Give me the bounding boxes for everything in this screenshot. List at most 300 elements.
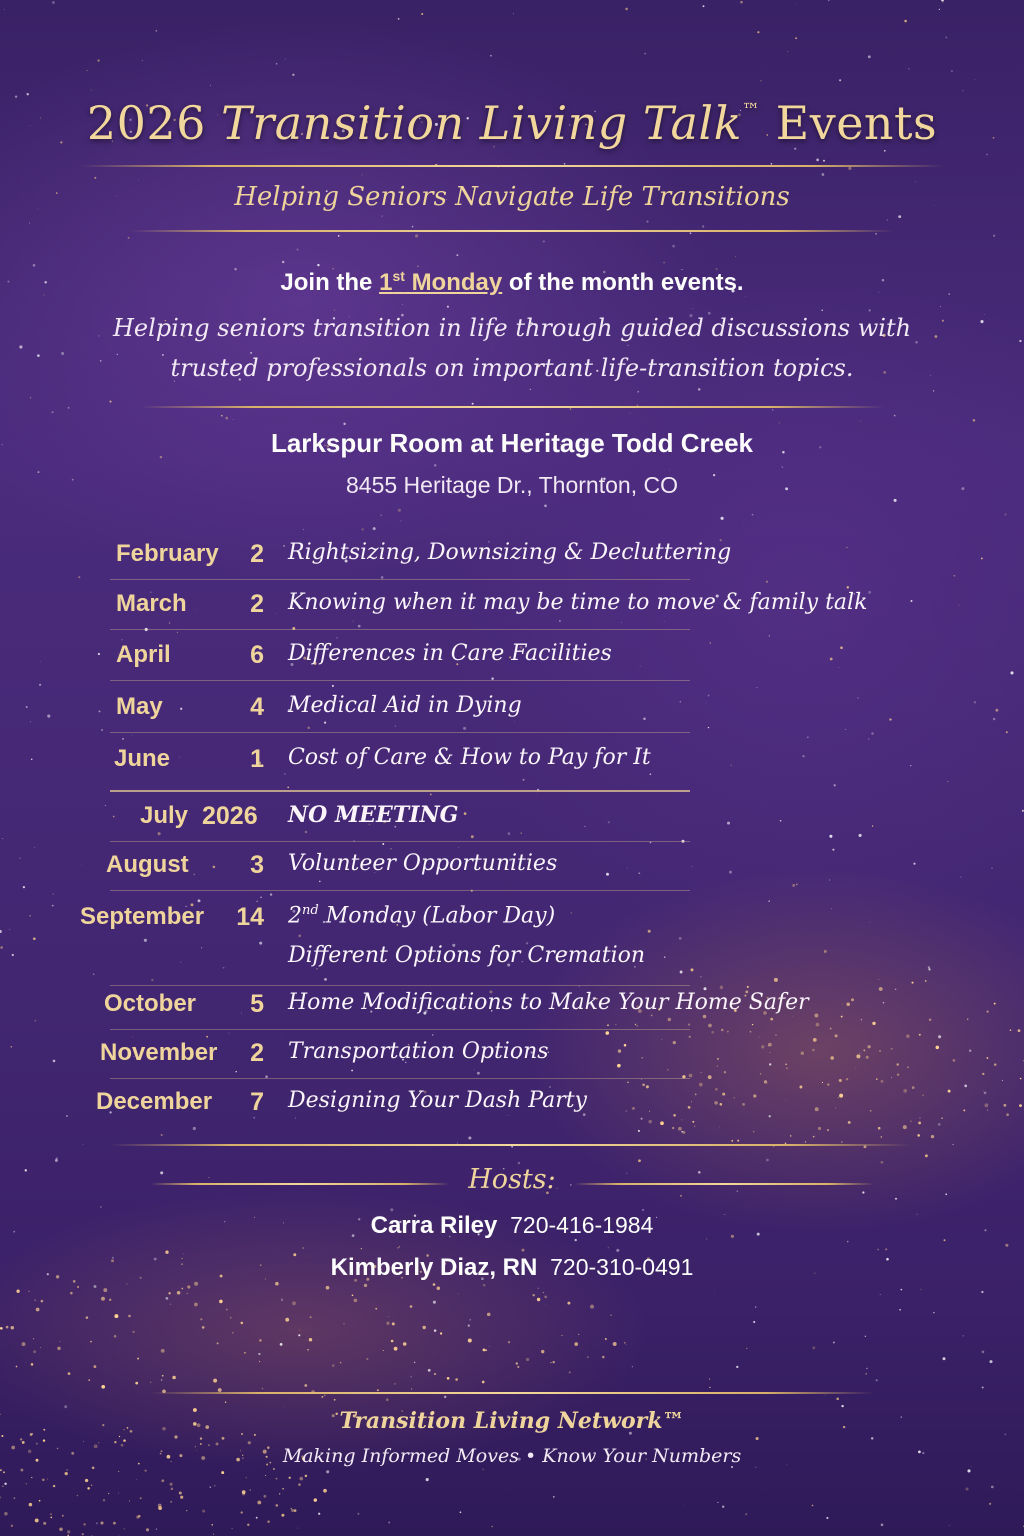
star [101, 1297, 105, 1301]
star [83, 1441, 84, 1442]
star [868, 55, 871, 58]
star [860, 421, 861, 422]
star [767, 1083, 768, 1084]
star [298, 1483, 301, 1486]
star [543, 1292, 544, 1293]
star [281, 1298, 282, 1299]
star [202, 1510, 205, 1513]
star [109, 1299, 111, 1301]
star [67, 1530, 70, 1533]
star [1004, 514, 1006, 516]
star [194, 1303, 198, 1307]
star [906, 1035, 909, 1038]
star [171, 1488, 174, 1491]
star [177, 632, 178, 633]
star [489, 1346, 490, 1347]
star [222, 1437, 225, 1440]
star [287, 787, 289, 789]
star [27, 93, 29, 95]
star [973, 419, 976, 422]
star [774, 978, 778, 982]
star [816, 159, 819, 162]
star [833, 1342, 835, 1344]
star [394, 1347, 398, 1351]
star [194, 1282, 198, 1286]
star [132, 1331, 134, 1333]
event-day: 7 [250, 1088, 264, 1116]
star [93, 1285, 96, 1288]
star [262, 1388, 264, 1390]
schedule-row-divider [110, 629, 690, 630]
host-2: Kimberly Diaz, RN 720-310-0491 [330, 1254, 694, 1281]
star [364, 1284, 367, 1287]
star [911, 982, 913, 984]
star [871, 1437, 873, 1439]
star [202, 1326, 205, 1329]
star [415, 234, 418, 237]
star [397, 1247, 399, 1249]
star [433, 1283, 436, 1286]
star [928, 966, 930, 968]
star [302, 1247, 304, 1249]
star [839, 79, 841, 81]
star [876, 1379, 878, 1381]
star [65, 1472, 68, 1475]
star [20, 1469, 23, 1472]
star [118, 1471, 119, 1472]
star [103, 1499, 105, 1501]
event-month: August [106, 851, 189, 878]
star [12, 954, 14, 956]
star [94, 177, 96, 179]
star [186, 1510, 187, 1511]
star [246, 1477, 247, 1478]
star [756, 687, 757, 688]
star [129, 1500, 130, 1501]
star [170, 1304, 171, 1305]
star [324, 1395, 325, 1396]
schedule-row [0, 540, 1024, 580]
star [432, 1034, 434, 1036]
star [458, 1293, 459, 1294]
star [292, 74, 294, 76]
star [57, 1347, 60, 1350]
star [544, 1296, 547, 1299]
star [294, 1509, 297, 1512]
star [0, 946, 3, 949]
star [868, 738, 870, 740]
star [434, 1329, 437, 1332]
star [297, 249, 299, 251]
star [22, 1441, 25, 1444]
star [150, 1382, 151, 1383]
star [672, 245, 675, 248]
star [975, 79, 976, 80]
subtitle: Helping Seniors Navigate Life Transitions [234, 182, 790, 212]
star [179, 1492, 182, 1495]
star [769, 635, 770, 636]
star [390, 1208, 393, 1211]
star [282, 1488, 284, 1490]
star [847, 586, 849, 588]
star [187, 1285, 190, 1288]
star [881, 1524, 884, 1527]
star [83, 1144, 84, 1145]
star [411, 1388, 412, 1389]
star [779, 422, 780, 423]
star [140, 1497, 142, 1499]
star [273, 1468, 275, 1470]
event-day: 6 [250, 641, 264, 669]
star [720, 986, 723, 989]
star [258, 1353, 260, 1355]
star [4, 9, 5, 10]
star [787, 51, 788, 52]
star [280, 1343, 283, 1346]
star [483, 1348, 486, 1351]
star [567, 1302, 570, 1305]
star [690, 232, 692, 234]
star [122, 738, 124, 740]
star [482, 1381, 485, 1384]
star [373, 527, 376, 530]
star [291, 1508, 292, 1509]
star [423, 1326, 426, 1329]
star [86, 70, 87, 71]
star [642, 1084, 645, 1087]
star [388, 1316, 389, 1317]
star [39, 1500, 41, 1502]
star [925, 1154, 928, 1157]
star [562, 1335, 563, 1336]
star [257, 1501, 261, 1505]
star [247, 1524, 249, 1526]
star [721, 517, 724, 520]
star [170, 1483, 173, 1486]
star [26, 1483, 27, 1484]
star [491, 1526, 493, 1528]
star [709, 1379, 710, 1380]
star [772, 409, 773, 410]
star [717, 1502, 718, 1503]
star [161, 1379, 162, 1380]
venue-name: Larkspur Room at Heritage Todd Creek [270, 428, 754, 458]
title-divider [80, 165, 944, 167]
star [663, 262, 665, 264]
star [377, 1389, 379, 1391]
star [31, 1363, 34, 1366]
event-month: February [116, 540, 219, 567]
star [144, 1469, 146, 1471]
star [821, 173, 824, 176]
star [256, 1517, 258, 1519]
star [11, 1326, 14, 1329]
star [114, 1441, 116, 1443]
schedule-row-divider [110, 841, 690, 842]
star [155, 30, 157, 32]
star [553, 1496, 555, 1498]
star [174, 1435, 177, 1438]
star [281, 1299, 283, 1301]
star [352, 1294, 354, 1296]
star [925, 980, 927, 982]
star [34, 1299, 36, 1301]
star [412, 226, 414, 228]
star [128, 1315, 131, 1318]
star [211, 1524, 213, 1526]
star [4, 1483, 6, 1485]
event-month: November [100, 1039, 218, 1066]
star [875, 233, 877, 235]
star [627, 1082, 628, 1083]
star [382, 843, 384, 845]
star [570, 408, 572, 410]
star [256, 901, 257, 902]
schedule-row [0, 851, 1024, 891]
star [35, 1518, 39, 1522]
star [241, 1322, 244, 1325]
star [472, 403, 474, 405]
star [630, 413, 631, 414]
star [740, 1, 743, 4]
event-topic: Designing Your Dash Party [288, 1088, 587, 1113]
star [263, 1495, 266, 1498]
star [508, 1341, 510, 1343]
star [250, 1489, 252, 1491]
star [434, 464, 436, 466]
star [881, 1080, 884, 1083]
star [68, 1372, 71, 1375]
schedule-row [0, 590, 1024, 630]
star [390, 848, 391, 849]
star [469, 1319, 471, 1321]
star [468, 1324, 470, 1326]
star [97, 59, 99, 61]
star [233, 419, 234, 420]
star [66, 1469, 67, 1470]
star [760, 80, 762, 82]
page-title: 2026 Transition Living Talk™ Events [86, 96, 938, 150]
event-day: 5 [250, 990, 264, 1018]
star [982, 1387, 984, 1389]
star [398, 509, 401, 512]
star [428, 1369, 431, 1372]
star [841, 1141, 843, 1143]
star [544, 505, 547, 508]
star [305, 1475, 308, 1478]
star [768, 900, 770, 902]
star [11, 1525, 13, 1527]
star [444, 1396, 446, 1398]
star [2, 1486, 3, 1487]
star [326, 1470, 329, 1473]
star [226, 417, 229, 420]
star [536, 793, 537, 794]
star [731, 1140, 733, 1142]
star [307, 1349, 309, 1351]
star [421, 13, 423, 15]
star [198, 899, 201, 902]
star [36, 1308, 40, 1312]
star [100, 1521, 103, 1524]
star [114, 1335, 117, 1338]
star [180, 962, 181, 963]
star [919, 1034, 921, 1036]
star [951, 70, 953, 72]
star [231, 1528, 232, 1529]
star [259, 1361, 260, 1362]
star [517, 1366, 519, 1368]
star [781, 466, 782, 467]
star [403, 1342, 407, 1346]
star [180, 1496, 183, 1499]
star [361, 1248, 362, 1249]
star [217, 1342, 219, 1344]
star [993, 235, 995, 237]
star [782, 467, 783, 468]
star [156, 1528, 157, 1529]
star [823, 160, 825, 162]
star [177, 1291, 181, 1295]
star [187, 1293, 188, 1294]
star [282, 261, 284, 263]
star [108, 1493, 109, 1494]
star [283, 1406, 284, 1407]
star [702, 225, 704, 227]
star [230, 1317, 232, 1319]
star [894, 499, 897, 502]
star [455, 1378, 458, 1381]
star [332, 685, 334, 687]
star [931, 1135, 934, 1138]
star [123, 1439, 126, 1442]
star [136, 1479, 137, 1480]
star [200, 1318, 202, 1320]
star [98, 1442, 99, 1443]
star [938, 1035, 941, 1038]
star [166, 1297, 169, 1300]
star [41, 1300, 44, 1303]
star [101, 1385, 105, 1389]
star [248, 1441, 251, 1444]
star [966, 1488, 969, 1491]
star [289, 1477, 291, 1479]
star [684, 1506, 685, 1507]
star [91, 89, 92, 90]
star [39, 684, 41, 686]
star [6, 1326, 9, 1329]
star [757, 31, 759, 33]
star [281, 1514, 284, 1517]
star [941, 0, 944, 1]
star [848, 167, 851, 170]
star [55, 1159, 58, 1162]
event-topic: Transportation Options [288, 1039, 549, 1064]
star [632, 1366, 633, 1367]
star [885, 1248, 887, 1250]
star [933, 1312, 934, 1313]
star [986, 154, 988, 156]
star [989, 1360, 992, 1363]
star [43, 1522, 46, 1525]
star [118, 1493, 119, 1494]
star [400, 520, 401, 521]
star [414, 1362, 416, 1364]
star [137, 1358, 139, 1360]
star [795, 37, 797, 39]
star [1002, 1080, 1003, 1081]
star [126, 1283, 127, 1284]
star [375, 1308, 377, 1310]
footer-divider [150, 1392, 874, 1394]
star [4, 1512, 7, 1515]
star [690, 968, 693, 971]
star [114, 1314, 118, 1318]
star [77, 1495, 78, 1496]
star [750, 1031, 752, 1033]
schedule-row-divider [110, 890, 690, 891]
star [316, 968, 318, 970]
star [745, 1513, 747, 1515]
event-topic: 2nd Monday (Labor Day) [288, 903, 556, 929]
event-topic: Volunteer Opportunities [288, 851, 558, 876]
star [460, 1511, 462, 1513]
schedule-row [0, 903, 1024, 968]
schedule-row [0, 693, 1024, 733]
star [47, 1478, 48, 1479]
star [223, 967, 225, 969]
star [962, 90, 963, 91]
event-topic: Knowing when it may be time to move & family talk [288, 590, 868, 615]
star [746, 1348, 747, 1349]
star [552, 1361, 554, 1363]
join-line: Join the 1st Monday of the month events. [280, 268, 744, 296]
star [161, 1349, 165, 1353]
star [43, 1439, 45, 1441]
star [29, 222, 30, 223]
star [764, 1080, 767, 1083]
star [898, 215, 901, 218]
star [362, 528, 364, 530]
event-topic: Medical Aid in Dying [288, 693, 522, 718]
star [96, 1522, 98, 1524]
star [53, 894, 54, 895]
star [939, 9, 940, 10]
event-month: May [116, 693, 163, 720]
star [28, 1291, 29, 1292]
star [703, 5, 705, 7]
star [795, 3, 796, 4]
star [887, 219, 888, 220]
star [332, 1364, 335, 1367]
star [270, 893, 272, 895]
star [847, 1241, 849, 1243]
star [881, 1136, 883, 1138]
star [201, 947, 202, 948]
mid-year-divider [110, 790, 690, 792]
event-day: 1 [250, 745, 264, 773]
star [30, 397, 31, 398]
star [790, 1135, 792, 1137]
star [682, 1131, 685, 1134]
star [967, 1469, 970, 1472]
star [103, 1288, 107, 1292]
star [945, 36, 947, 38]
star [827, 1083, 829, 1085]
star [805, 1141, 806, 1142]
star [168, 1292, 170, 1294]
star [88, 1379, 89, 1380]
